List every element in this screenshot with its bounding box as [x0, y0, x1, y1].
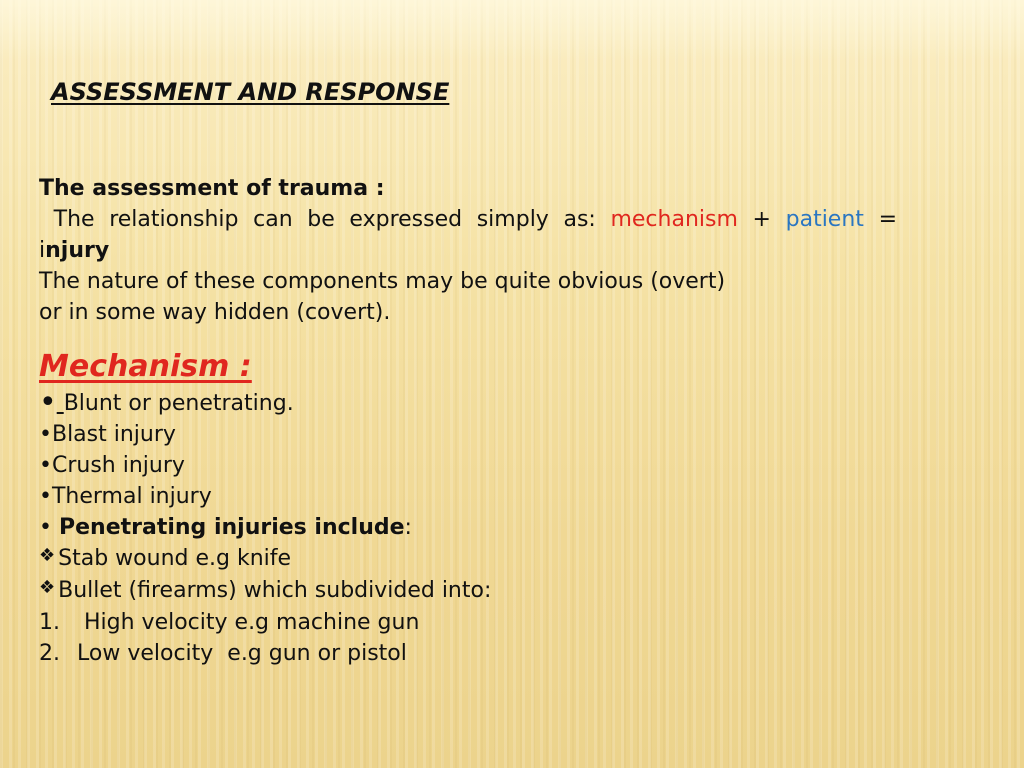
injury-rest: njury — [45, 238, 110, 263]
high-velocity-text: High velocity e.g machine gun — [84, 610, 420, 635]
injury-first-letter: i — [39, 238, 46, 263]
numbered-item-2 — [39, 638, 897, 669]
number-label: 1. — [39, 610, 60, 635]
low-velocity-text: Low velocity e.g gun or pistol — [77, 641, 407, 666]
sub-item-bullet — [39, 575, 897, 607]
relationship-prefix: The relationship can be expressed simply as: — [53, 207, 596, 232]
slide-body — [39, 173, 897, 669]
list-item-thermal: •Thermal injury — [39, 484, 212, 509]
number-label: 2. — [39, 641, 60, 666]
relationship-sentence — [39, 204, 897, 235]
diamond-bullet-icon: ❖ — [39, 545, 56, 566]
mechanism-word: mechanism — [610, 207, 738, 232]
sub-item-stab — [39, 543, 897, 575]
list-item-crush: •Crush injury — [39, 453, 185, 478]
bullet-icon: • — [39, 515, 52, 540]
spacer — [39, 328, 897, 348]
trauma-assessment-heading: The assessment of trauma : — [39, 176, 385, 201]
plus-sign: + — [752, 207, 771, 232]
blunt-text: Blunt or penetrating. — [63, 391, 294, 416]
diamond-bullet-icon: ❖ — [39, 577, 56, 598]
slide-title: ASSESSMENT AND RESPONSE — [51, 78, 450, 106]
list-item-blunt — [39, 385, 897, 420]
nature-line-1: The nature of these components may be quite obvious (overt) — [39, 269, 726, 294]
penetrating-colon: : — [404, 515, 412, 540]
injury-word — [39, 235, 897, 266]
stab-text: Stab wound e.g knife — [58, 546, 292, 571]
penetrating-label: Penetrating injuries include — [58, 515, 405, 540]
patient-word: patient — [785, 207, 864, 232]
nature-line-2: or in some way hidden (covert). — [39, 300, 391, 325]
bullet-icon: • — [39, 385, 57, 420]
list-item-blast: •Blast injury — [39, 422, 176, 447]
list-item-penetrating — [39, 512, 897, 543]
equals-sign: = — [878, 207, 897, 232]
mechanism-heading: Mechanism : — [39, 349, 252, 384]
bullet-firearms-text: Bullet (firearms) which subdivided into: — [58, 578, 492, 603]
numbered-item-1 — [39, 607, 897, 638]
